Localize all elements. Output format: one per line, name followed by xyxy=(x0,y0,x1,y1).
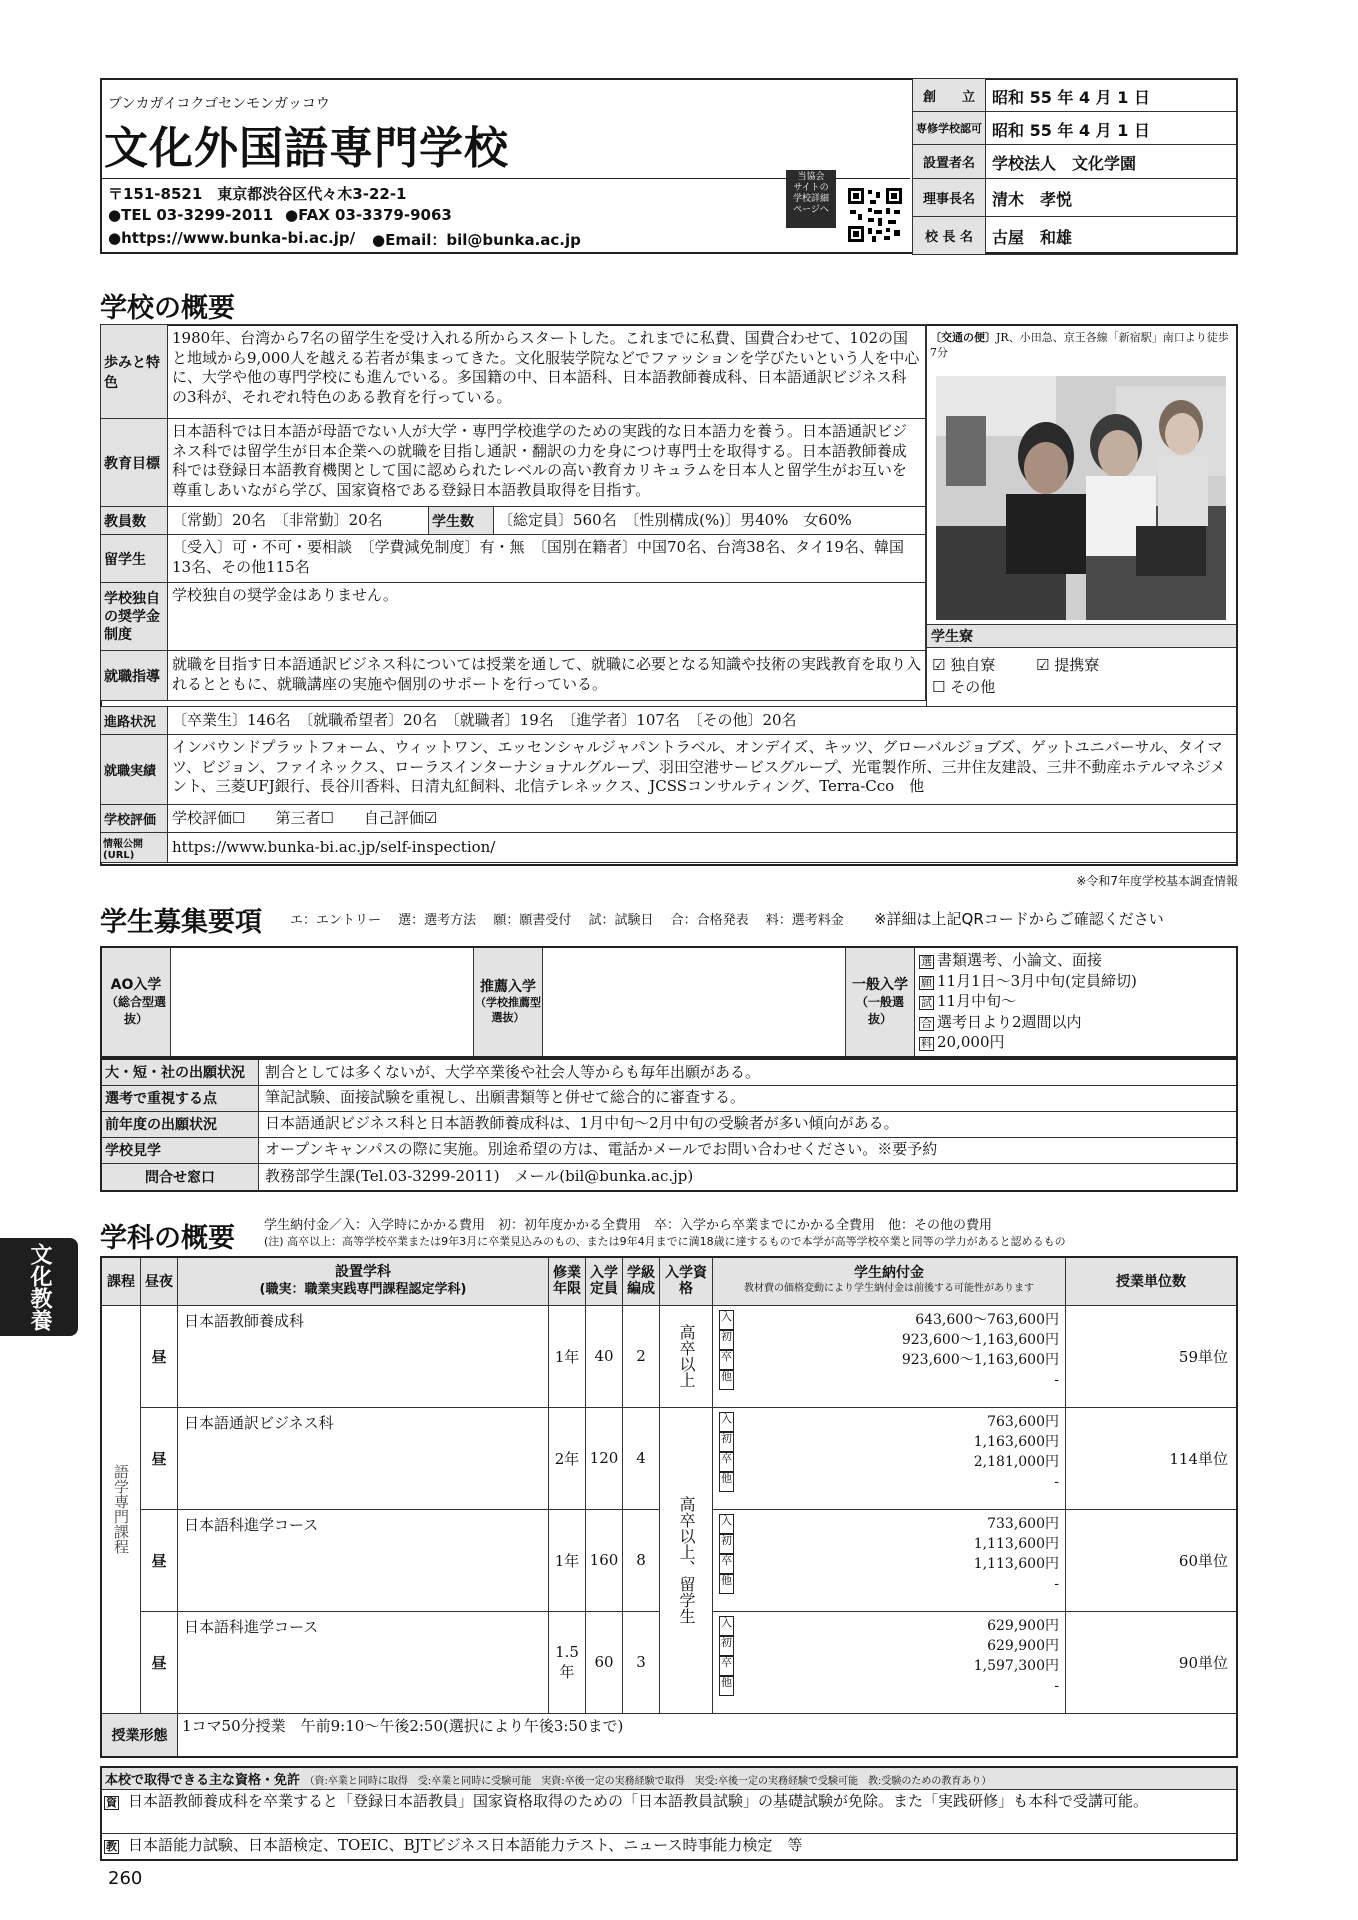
dorm-other: ☐ その他 xyxy=(932,678,996,696)
ao-cell xyxy=(101,947,171,1057)
qual-1: 高卒以上 xyxy=(660,1305,713,1407)
access-label: 〔交通の便〕 xyxy=(930,331,996,344)
suisen-label: 推薦入学 xyxy=(480,978,536,995)
course-name: 語学専門課程 xyxy=(101,1305,141,1713)
dorm-label: 学生寮 xyxy=(927,624,1236,648)
fee-legend: 学生納付金／入：入学時にかかる費用 初：初年度かかる全費用 卒：入学から卒業までにかかる全費用 他：その他の費用 xyxy=(264,1218,993,1233)
history-label: 歩みと特色 xyxy=(101,325,168,419)
col-course: 課程 xyxy=(101,1257,141,1305)
overview-title: 学校の概要 xyxy=(100,293,235,324)
goal-label: 教育目標 xyxy=(101,419,168,507)
ippan-cell xyxy=(846,947,915,1057)
scholarship-label: 学校独自の奨学金制度 xyxy=(101,583,168,651)
fee-cell: 入 763,600円 初 1,163,600円 卒 2,181,000円 他 - xyxy=(713,1407,1066,1509)
founding-info-table xyxy=(912,78,1238,255)
dept-name: 日本語科進学コース xyxy=(178,1509,549,1611)
eval-label: 学校評価 xyxy=(101,805,168,833)
goal-text: 日本語科では日本語が母語でない人が大学・専門学校進学のための実践的な日本語力を養う。日本語通訳ビジネス科では留学生が日本企業への就職を目指し通訳・翻訳の力を身につけ専門士を取得する。日本語教師養成科では登録日本語教育機関として国に認められたレベルの高い教育カリキュラムを日本人と留学生がお互いを尊重しあいながら学び、国家資格である登録日本語教員取得を目指す。 xyxy=(168,419,926,507)
header-furigana: ブンカガイコクゴセンモンガッコウ xyxy=(108,96,330,112)
teachers-label: 教員数 xyxy=(101,507,168,535)
lesson-label: 授業形態 xyxy=(101,1713,178,1757)
dept-table xyxy=(100,1256,1238,1758)
access-text: JR、小田急、京王各線「新宿駅」南口より徒歩7分 xyxy=(930,331,1229,359)
page-number: 260 xyxy=(108,1868,143,1889)
ao-content xyxy=(171,947,474,1057)
ippan-sub: （一般選抜） xyxy=(855,994,904,1026)
overview-right-divider xyxy=(926,324,927,706)
col-units: 授業単位数 xyxy=(1066,1257,1238,1305)
ao-label: AO入学 xyxy=(110,976,162,993)
recruit-row-label: 選考で重視する点 xyxy=(101,1085,259,1111)
tel: ●TEL 03-3299-2011 xyxy=(108,206,274,224)
ippan-row: 料 20,000円 xyxy=(921,1033,1005,1051)
qr-badge[interactable]: 当協会 サイトの 学校詳細 ページへ xyxy=(786,170,836,228)
founder-value: 学校法人 文化学園 xyxy=(986,145,1238,179)
side-tab-label: 文化教養 xyxy=(27,1243,52,1331)
scholarship-text: 学校独自の奨学金はありません。 xyxy=(168,583,926,651)
campus-photo xyxy=(936,376,1226,620)
dept-row: 昼 日本語通訳ビジネス科 2年 120 4 高卒以上、留学生 入 763,600円 初 1,163,600円 卒 2,181,000円 他 - 114単位 xyxy=(101,1407,1237,1509)
cert-row: 教 日本語能力試験、日本語検定、TOEIC、BJTビジネス日本語能力テスト、ニュース時事能力検定 等 xyxy=(101,1834,1237,1860)
fee-cell: 入 643,600～763,600円 初 923,600～1,163,600円 卒 923,600～1,163,600円 他 - xyxy=(713,1305,1066,1407)
chairman-value: 清木 孝悦 xyxy=(986,179,1238,217)
email-link[interactable]: ●Email：bil@bunka.ac.jp xyxy=(372,231,581,249)
suisen-sub: （学校推薦型選抜） xyxy=(475,995,541,1024)
suisen-content xyxy=(543,947,846,1057)
jobs-text: インバウンドプラットフォーム、ウィットワン、エッセンシャルジャパントラベル、オンデイズ、キッツ、グローバルジョブズ、ゲットユニバーサル、タイマツ、ビジョン、ファイネックス、ローラスインターナショナルグループ、羽田空港サービスグループ、光電製作所、三井住友建設、三井不動産ホテルマネジメント、三菱UFJ銀行、長谷川香料、日清丸紅飼料、北信テレネックス、JCSSコンサルティング、Terra-Cco 他 xyxy=(168,735,1238,805)
legend-application: 願：願書受付 xyxy=(493,913,572,928)
eval-text: 学校評価☐ 第三者☐ 自己評価☑ xyxy=(168,805,1238,833)
ippan-content xyxy=(915,947,1238,1057)
history-text: 1980年、台湾から7名の留学生を受け入れる所からスタートした。これまでに私費、国費合わせて、102の国と地域から9,000人を越える若者が集まってきた。文化服装学院などでファッションを学びたいという人を中心に、大学や他の専門学校にも進んでいる。多国籍の中、日本語科、日本語教師養成科、日本語通訳ビジネス科の3科が、それぞれ特色のある教育を行っている。 xyxy=(168,325,926,419)
dept-note: (注) 高卒以上：高等学校卒業または9年3月に卒業見込みのもの、または9年4月までに満18歳に達するもので本学が高等学校卒業と同等の学力があると認めるもの xyxy=(264,1235,1066,1248)
disclosure-label: 情報公開(URL) xyxy=(101,833,168,863)
school-name: 文化外国語専門学校 xyxy=(104,123,509,174)
fee-cell: 入 629,900円 初 629,900円 卒 1,597,300円 他 - xyxy=(713,1611,1066,1713)
contact-text[interactable]: 教務部学生課(Tel.03-3299-2011) メール(bil@bunka.ac.jp) xyxy=(259,1163,1238,1191)
col-daynight: 昼夜 xyxy=(141,1257,178,1305)
recruit-row-label: 前年度の出願状況 xyxy=(101,1111,259,1137)
legend-method: 選：選考方法 xyxy=(398,913,477,928)
overview-bottom-table xyxy=(100,706,1238,863)
ippan-row: 試 11月中旬～ xyxy=(921,992,1017,1010)
recruit-row-label: 学校見学 xyxy=(101,1137,259,1163)
dept-name: 日本語科進学コース xyxy=(178,1611,549,1713)
recruit-row-text: 日本語通訳ビジネス科と日本語教師養成科は、1月中旬～2月中旬の受験者が多い傾向がある。 xyxy=(259,1111,1238,1137)
path-text: 〔卒業生〕146名 〔就職希望者〕20名 〔就職者〕19名 〔進学者〕107名 〔その他〕20名 xyxy=(168,707,1238,735)
admission-types-table xyxy=(100,946,1238,1058)
col-dept: 設置学科 (職実：職業実践専門課程認定学科) xyxy=(178,1257,549,1305)
intl-text: 〔受入〕可・不可・要相談 〔学費減免制度〕有・無 〔国別在籍者〕中国70名、台湾38名、タイ19名、韓国13名、その他115名 xyxy=(168,535,926,583)
recruit-details-table xyxy=(100,1058,1238,1192)
founded-value: 昭和 55 年 4 月 1 日 xyxy=(986,79,1238,112)
qr-code-icon[interactable] xyxy=(846,186,904,244)
staff-table xyxy=(100,506,926,535)
approval-label: 専修学校認可 xyxy=(913,112,986,145)
overview-left-table-2 xyxy=(100,534,926,701)
access-info xyxy=(930,330,1230,360)
dorm-own: ☑ 独自寮 xyxy=(932,656,996,674)
qual-2: 高卒以上、留学生 xyxy=(660,1407,713,1713)
legend-fee: 料：選考料金 xyxy=(765,913,844,928)
fax: ●FAX 03-3379-9063 xyxy=(285,206,452,224)
teachers-text: 〔常勤〕20名 〔非常勤〕20名 xyxy=(168,507,429,535)
lesson-text: 1コマ50分授業 午前9:10～午後2:50(選択により午後3:50まで) xyxy=(178,1713,1238,1757)
contact-label: 問合せ窓口 xyxy=(101,1163,259,1191)
chairman-label: 理事長名 xyxy=(913,179,986,217)
recruit-row-text: オープンキャンパスの際に実施。別途希望の方は、電話かメールでお問い合わせください。※要予約 xyxy=(259,1137,1238,1163)
legend-note: ※詳細は上記QRコードからご確認ください xyxy=(873,910,1164,928)
cert-table xyxy=(100,1766,1238,1861)
legend-result: 合：合格発表 xyxy=(670,913,749,928)
col-qual: 入学資格 xyxy=(660,1257,713,1305)
recruit-row-text: 割合としては多くないが、大学卒業後や社会人等からも毎年出願がある。 xyxy=(259,1059,1238,1085)
recruit-title: 学生募集要項 xyxy=(100,907,262,938)
intl-label: 留学生 xyxy=(101,535,168,583)
dept-row: 語学専門課程 昼 日本語教師養成科 1年 40 2 高卒以上 入 643,600～763,600円 初 923,600～1,163,600円 卒 923,600～1,163,600円 他 - 59単位 xyxy=(101,1305,1237,1407)
col-fee: 学生納付金 教材費の価格変動により学生納付金は前後する可能性があります xyxy=(713,1257,1066,1305)
ippan-row: 合 選考日より2週間以内 xyxy=(921,1012,1082,1031)
dept-name: 日本語教師養成科 xyxy=(178,1305,549,1407)
disclosure-link[interactable]: https://www.bunka-bi.ac.jp/self-inspection/ xyxy=(168,833,1238,863)
students-label: 学生数 xyxy=(429,507,494,535)
recruit-row-text: 筆記試験、面接試験を重視し、出願書類等と併せて総合的に審査する。 xyxy=(259,1085,1238,1111)
ippan-row: 選 書類選考、小論文、面接 xyxy=(921,951,1103,969)
website-link[interactable]: ●https://www.bunka-bi.ac.jp/ xyxy=(108,229,356,247)
principal-value: 古屋 和雄 xyxy=(986,217,1238,255)
jobs-label: 就職実績 xyxy=(101,735,168,805)
principal-label: 校 長 名 xyxy=(913,217,986,255)
col-years: 修業年限 xyxy=(549,1257,586,1305)
founder-label: 設置者名 xyxy=(913,145,986,179)
dept-row: 昼 日本語科進学コース 1年 160 8 入 733,600円 初 1,113,600円 卒 1,113,600円 他 - 60単位 xyxy=(101,1509,1237,1611)
jobsupport-text: 就職を目指す日本語通訳ビジネス科については授業を通して、就職に必要となる知識や技術の実践教育を取り入れるとともに、就職講座の実施や個別のサポートを行っている。 xyxy=(168,651,926,701)
col-classes: 学級編成 xyxy=(623,1257,660,1305)
ao-sub: （総合型選抜） xyxy=(105,994,166,1026)
founded-label: 創 立 xyxy=(913,79,986,112)
legend-entry: エ：エントリー xyxy=(290,913,382,928)
suisen-cell xyxy=(474,947,543,1057)
jobsupport-label: 就職指導 xyxy=(101,651,168,701)
ippan-row: 願 11月1日～3月中旬(定員締切) xyxy=(921,971,1137,990)
recruit-row-label: 大・短・社の出願状況 xyxy=(101,1059,259,1085)
overview-footnote: ※令和7年度学校基本調査情報 xyxy=(1076,874,1238,888)
dept-name: 日本語通訳ビジネス科 xyxy=(178,1407,549,1509)
ippan-label: 一般入学 xyxy=(852,976,908,993)
students-text: 〔総定員〕560名 〔性別構成(%)〕男40% 女60% xyxy=(494,507,926,535)
recruit-legend xyxy=(290,908,1164,929)
dept-row: 昼 日本語科進学コース 1.5年 60 3 入 629,900円 初 629,900円 卒 1,597,300円 他 - 90単位 xyxy=(101,1611,1237,1713)
cert-row: 資 日本語教師養成科を卒業すると「登録日本語教員」国家資格取得のための「日本語教員試験」の基礎試験が免除。また「実践研修」も本科で受講可能。 xyxy=(101,1790,1237,1834)
dorm-partner: ☑ 提携寮 xyxy=(1036,656,1100,674)
fee-cell: 入 733,600円 初 1,113,600円 卒 1,113,600円 他 - xyxy=(713,1509,1066,1611)
side-tab[interactable] xyxy=(0,1238,78,1336)
dept-title: 学科の概要 xyxy=(100,1223,235,1254)
legend-exam: 試：試験日 xyxy=(588,913,654,928)
col-capacity: 入学定員 xyxy=(586,1257,623,1305)
address: 〒151-8521 東京都渋谷区代々木3-22-1 xyxy=(108,185,407,203)
overview-left-table xyxy=(100,324,926,507)
path-label: 進路状況 xyxy=(101,707,168,735)
cert-header: 本校で取得できる主な資格・免許 （資:卒業と同時に取得 受:卒業と同時に受験可能 実資:卒後一定の実務経験で取得 実受:卒後一定の実務経験で受験可能 教:受験のための教育あり） xyxy=(101,1767,1237,1790)
approval-value: 昭和 55 年 4 月 1 日 xyxy=(986,112,1238,145)
